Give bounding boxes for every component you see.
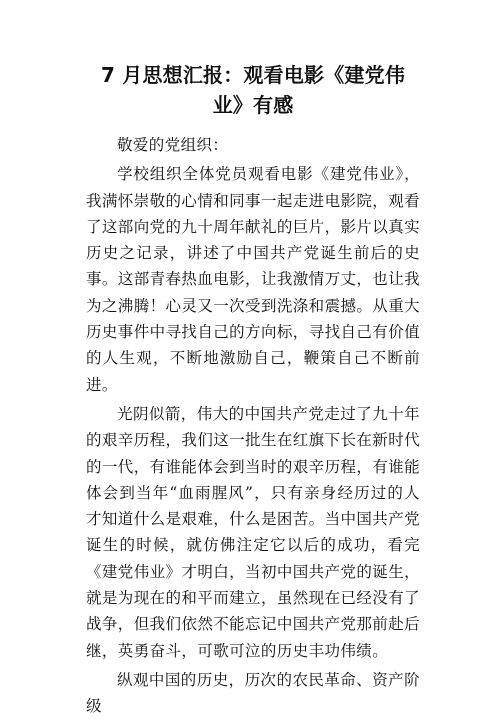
document-body	[86, 132, 420, 720]
paragraph-1: 学校组织全体党员观看电影《建党伟业》，我满怀崇敬的心情和同事一起走进电影院，观看了这部向党的九十周年献礼的巨片，影片以真实历史之记录，讲述了中国共产党诞生前后的史事。这部青春热血电影，让我激情万丈，也让我为之沸腾！心灵又一次受到洗涤和震撼。从重大历史事件中寻找自己的方向标，寻找自己有价值的人生观，不断地激励自己，鞭策自己不断前进。	[86, 165, 420, 394]
document-title: 7 月思想汇报：观看电影《建党伟业》有感	[100, 63, 406, 117]
paragraph-3: 纵观中国的历史，历次的农民革命、资产阶级	[86, 670, 420, 716]
paragraph-2: 光阴似箭，伟大的中国共产党走过了九十年的艰辛历程，我们这一批生在红旗下长在新时代的一代，有谁能体会到当时的艰辛历程，有谁能体会到当年“血雨腥风”，只有亲身经历过的人才知道什么是艰难，什么是困苦。当中国共产党诞生的时候，就仿佛注定它以后的成功，看完《建党伟业》才明白，当初中国共产党的诞生，就是为现在的和平而建立，虽然现在已经没有了战争，但我们依然不能忘记中国共产党那前赴后继，英勇奋斗，可歌可泣的历史丰功伟绩。	[86, 404, 420, 660]
salutation: 敬爱的党组织：	[117, 136, 229, 154]
